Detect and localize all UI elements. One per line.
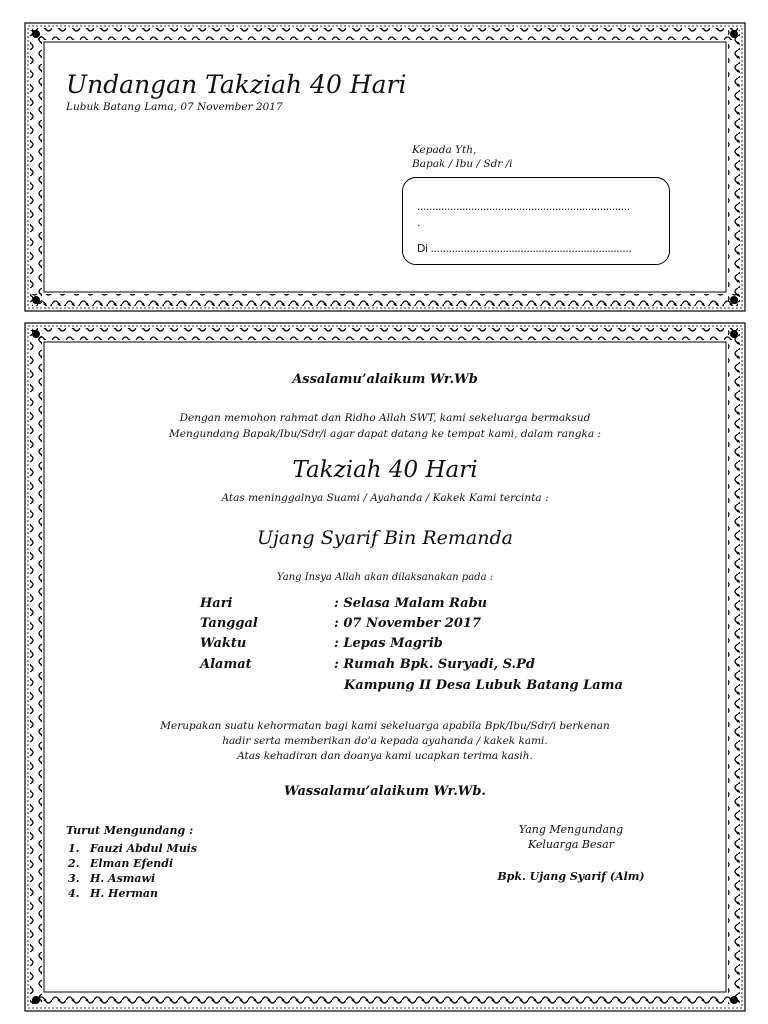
host-label: Yang Mengundang [518, 823, 624, 836]
co-host-name: Elman Efendi [90, 857, 174, 870]
recipient-name-blank-end: . [417, 216, 421, 229]
co-host-name: H. Herman [90, 887, 159, 900]
closing-line-3: Atas kehadiran dan doanya kami ucapkan terima kasih. [237, 750, 533, 762]
ornamental-border [24, 22, 746, 312]
co-hosts-heading: Turut Mengundang : [66, 824, 194, 837]
co-host-number: 1. [68, 842, 80, 855]
deceased-name: Ujang Syarif Bin Remanda [257, 527, 513, 549]
detail-value-address-cont: Kampung II Desa Lubuk Batang Lama [344, 678, 623, 693]
address-box [402, 177, 670, 265]
detail-value-day: : Selasa Malam Rabu [334, 596, 488, 611]
co-host-number: 4. [68, 887, 80, 900]
detail-label-time: Waktu [200, 636, 247, 651]
co-host-number: 2. [68, 857, 80, 870]
co-host-name: Fauzi Abdul Muis [90, 842, 198, 855]
recipient-name-blank: ....................................................................... [417, 200, 630, 213]
detail-label-address: Alamat [200, 657, 252, 672]
detail-label-date: Tanggal [200, 616, 258, 631]
invitation-title: Undangan Takziah 40 Hari [66, 70, 407, 99]
detail-value-address: : Rumah Bpk. Suryadi, S.Pd [334, 657, 535, 672]
detail-label-day: Hari [200, 596, 233, 611]
host-name: Bpk. Ujang Syarif (Alm) [497, 870, 645, 883]
deceased-intro: Atas meninggalnya Suami / Ayahanda / Kakek Kami tercinta : [221, 492, 549, 504]
opening-greeting: Assalamu’alaikum Wr.Wb [292, 372, 478, 387]
invitation-card [24, 322, 746, 1012]
schedule-intro: Yang Insya Allah akan dilaksanakan pada : [276, 572, 494, 583]
closing-line-2: hadir serta memberikan do’a kepada ayahanda / kakek kami. [222, 735, 548, 747]
recipient-title: Bapak / Ibu / Sdr /i [412, 158, 513, 170]
place-date: Lubuk Batang Lama, 07 November 2017 [66, 101, 283, 113]
event-title: Takziah 40 Hari [292, 457, 478, 483]
envelope-card [24, 22, 746, 312]
intro-line-2: Mengundang Bapak/Ibu/Sdr/i agar dapat datang ke tempat kami, dalam rangka : [169, 428, 601, 440]
closing-greeting: Wassalamu’alaikum Wr.Wb. [284, 784, 486, 799]
host-family: Keluarga Besar [527, 838, 614, 851]
detail-value-time: : Lepas Magrib [334, 636, 443, 651]
detail-value-date: : 07 November 2017 [334, 616, 481, 631]
recipient-address-blank: Di ................................................................... [417, 242, 632, 255]
intro-line-1: Dengan memohon rahmat dan Ridho Allah SWT, kami sekeluarga bermaksud [179, 412, 591, 424]
co-host-name: H. Asmawi [90, 872, 156, 885]
co-host-number: 3. [68, 872, 80, 885]
closing-line-1: Merupakan suatu kehormatan bagi kami sekeluarga apabila Bpk/Ibu/Sdr/i berkenan [160, 720, 610, 732]
recipient-salutation: Kepada Yth, [412, 144, 477, 156]
